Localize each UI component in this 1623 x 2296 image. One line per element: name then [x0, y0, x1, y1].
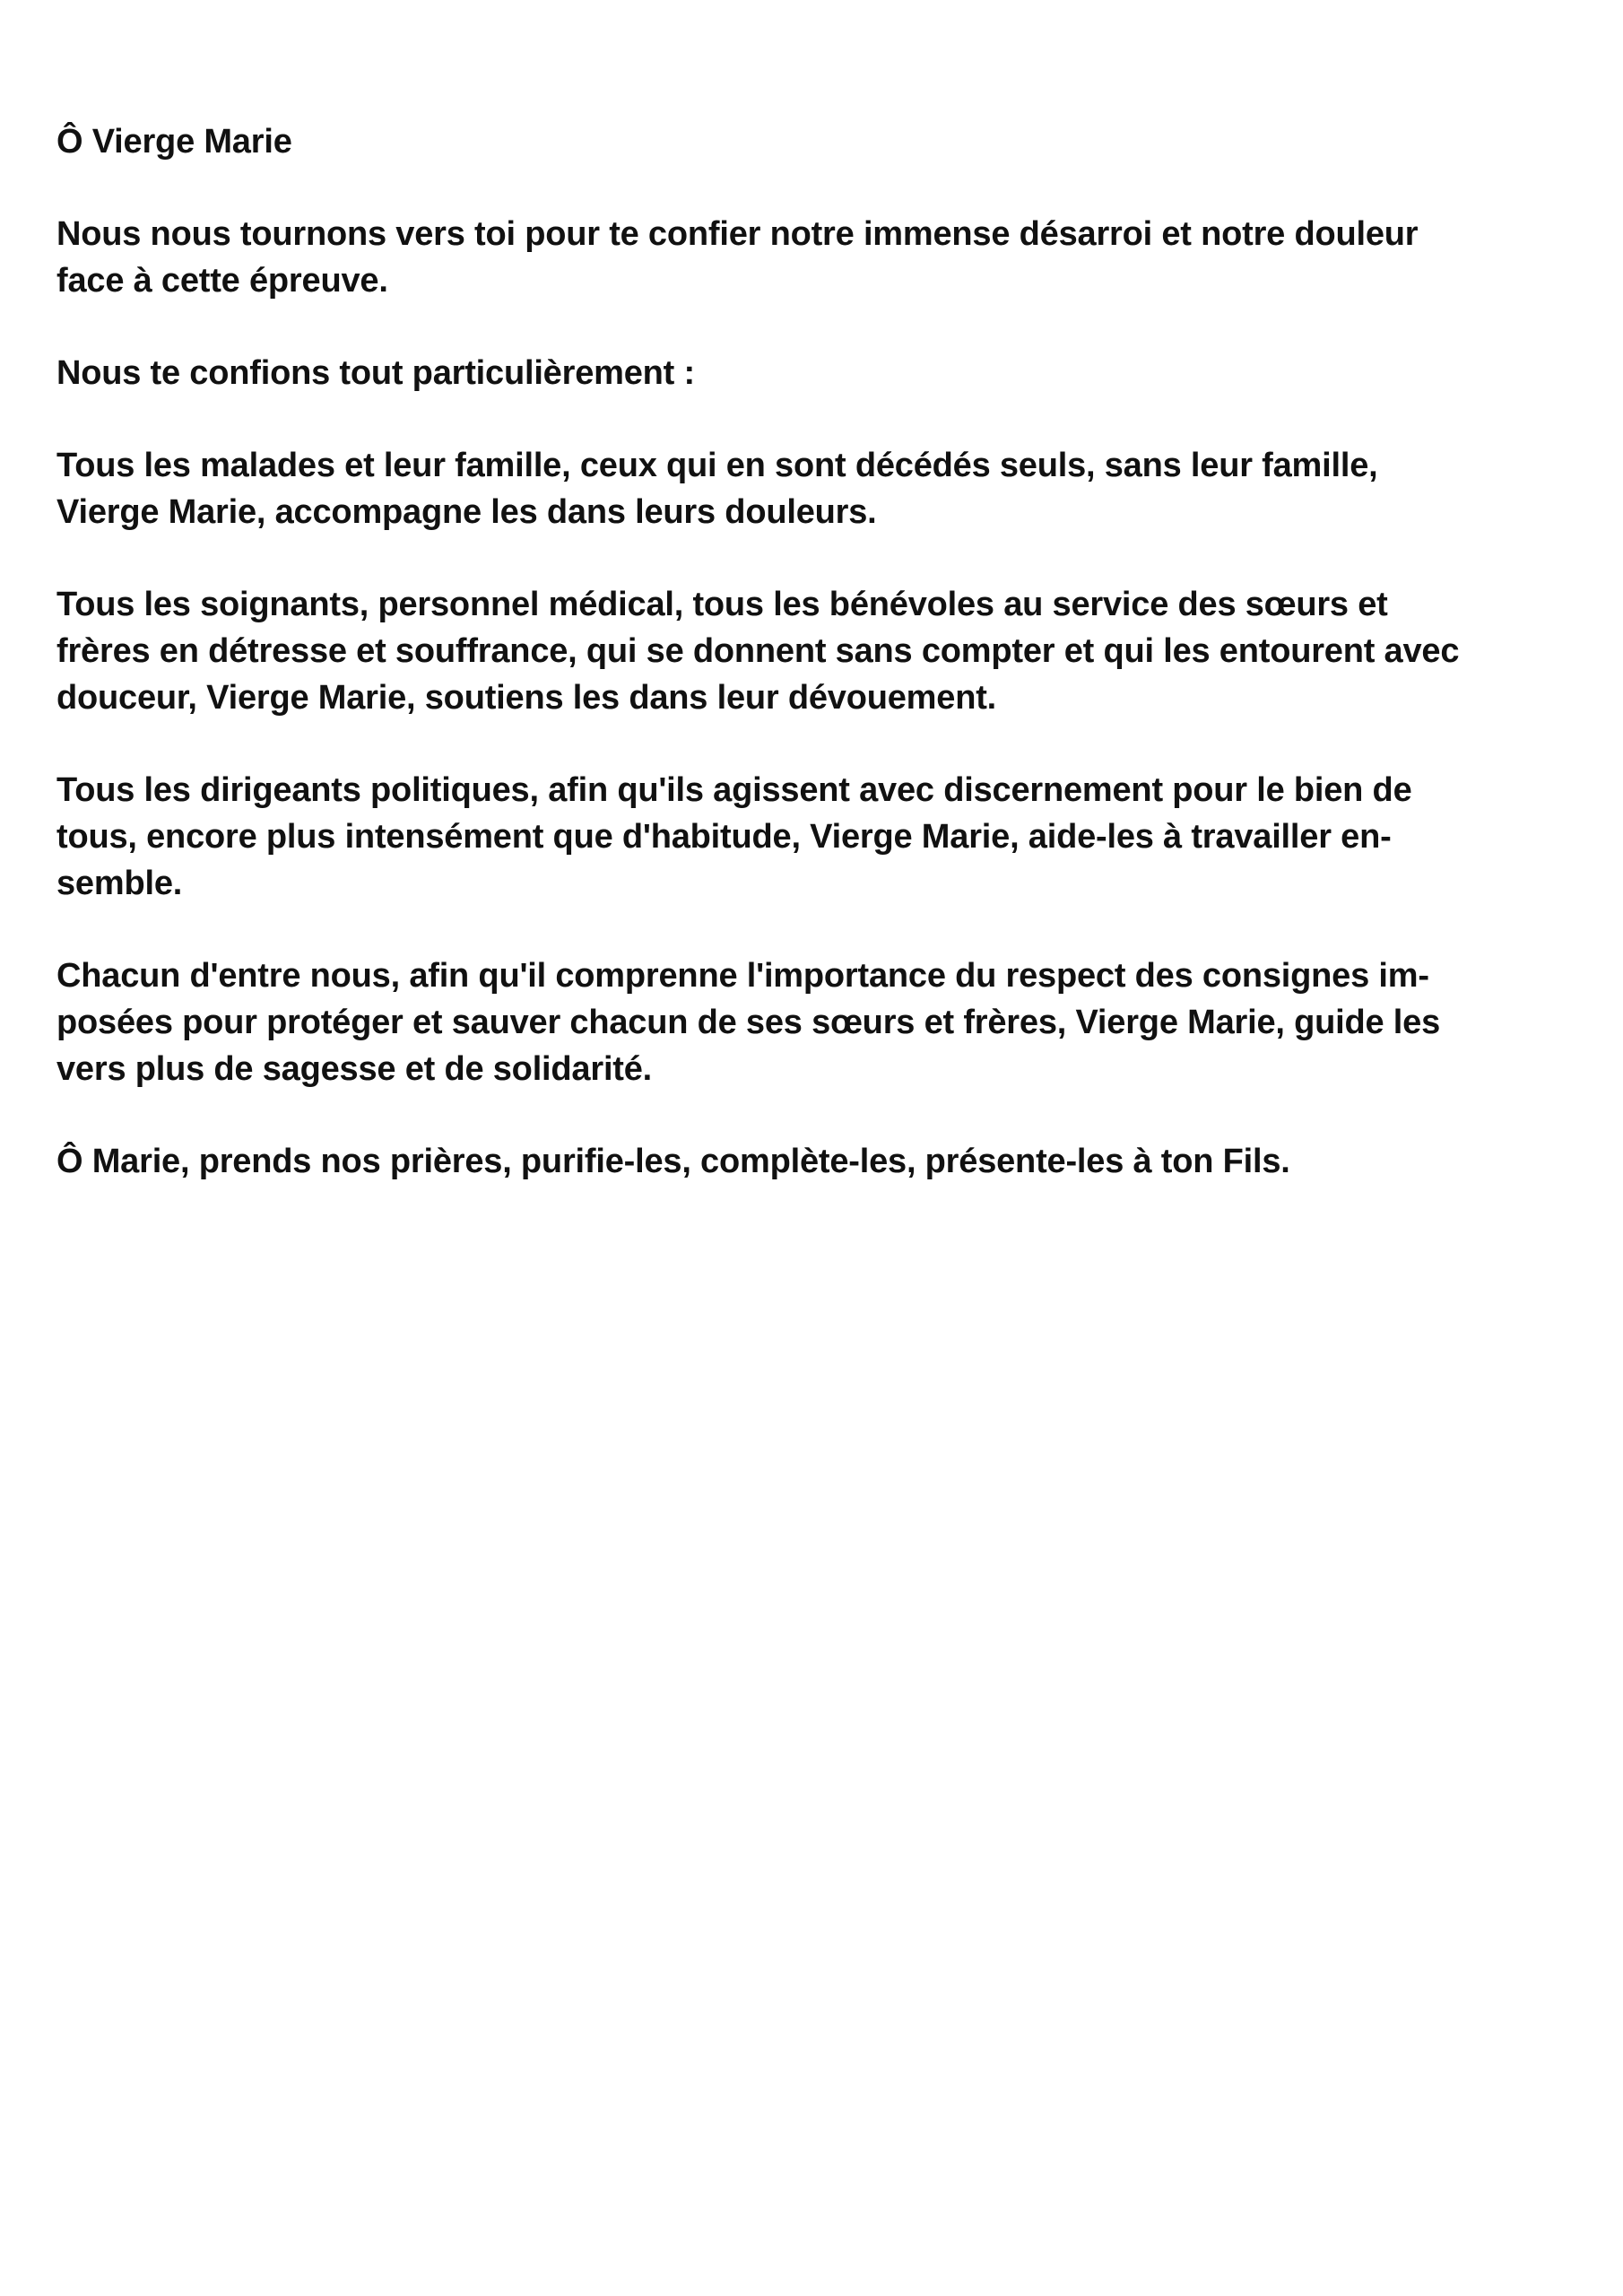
paragraph-leaders: Tous les dirigeants politiques, afin qu'ils agissent avec discernement pour le bien de tous, encore plus intensément que d'habitude, Vierge Marie, aide-les à travailler en- semble. [56, 771, 1412, 902]
prayer-title: Ô Vierge Marie [56, 123, 292, 161]
paragraph-intro: Nous nous tournons vers toi pour te confier notre immense désarroi et notre douleur face à cette épreuve. [56, 215, 1419, 300]
paragraph-closing: Ô Marie, prends nos prières, purifie-les, complète-les, présente-les à ton Fils. [56, 1143, 1290, 1180]
prayer-text [56, 118, 1581, 1231]
paragraph-confide: Nous te confions tout particulièrement : [56, 354, 695, 392]
paragraph-sick: Tous les malades et leur famille, ceux qui en sont décédés seuls, sans leur famille, Vierge Marie, accompagne les dans leurs douleurs. [56, 447, 1378, 531]
paragraph-caregivers: Tous les soignants, personnel médical, tous les bénévoles au service des sœurs et frères en détresse et souffrance, qui se donnent sans compter et qui les entourent avec douceur, Vierge Marie, soutiens les dans leur dévouement. [56, 586, 1460, 717]
paragraph-each-of-us: Chacun d'entre nous, afin qu'il comprenne l'importance du respect des consignes im- posées pour protéger et sauver chacun de ses sœurs et frères, Vierge Marie, guide les vers plus de sagesse et de solidarité. [56, 957, 1441, 1088]
